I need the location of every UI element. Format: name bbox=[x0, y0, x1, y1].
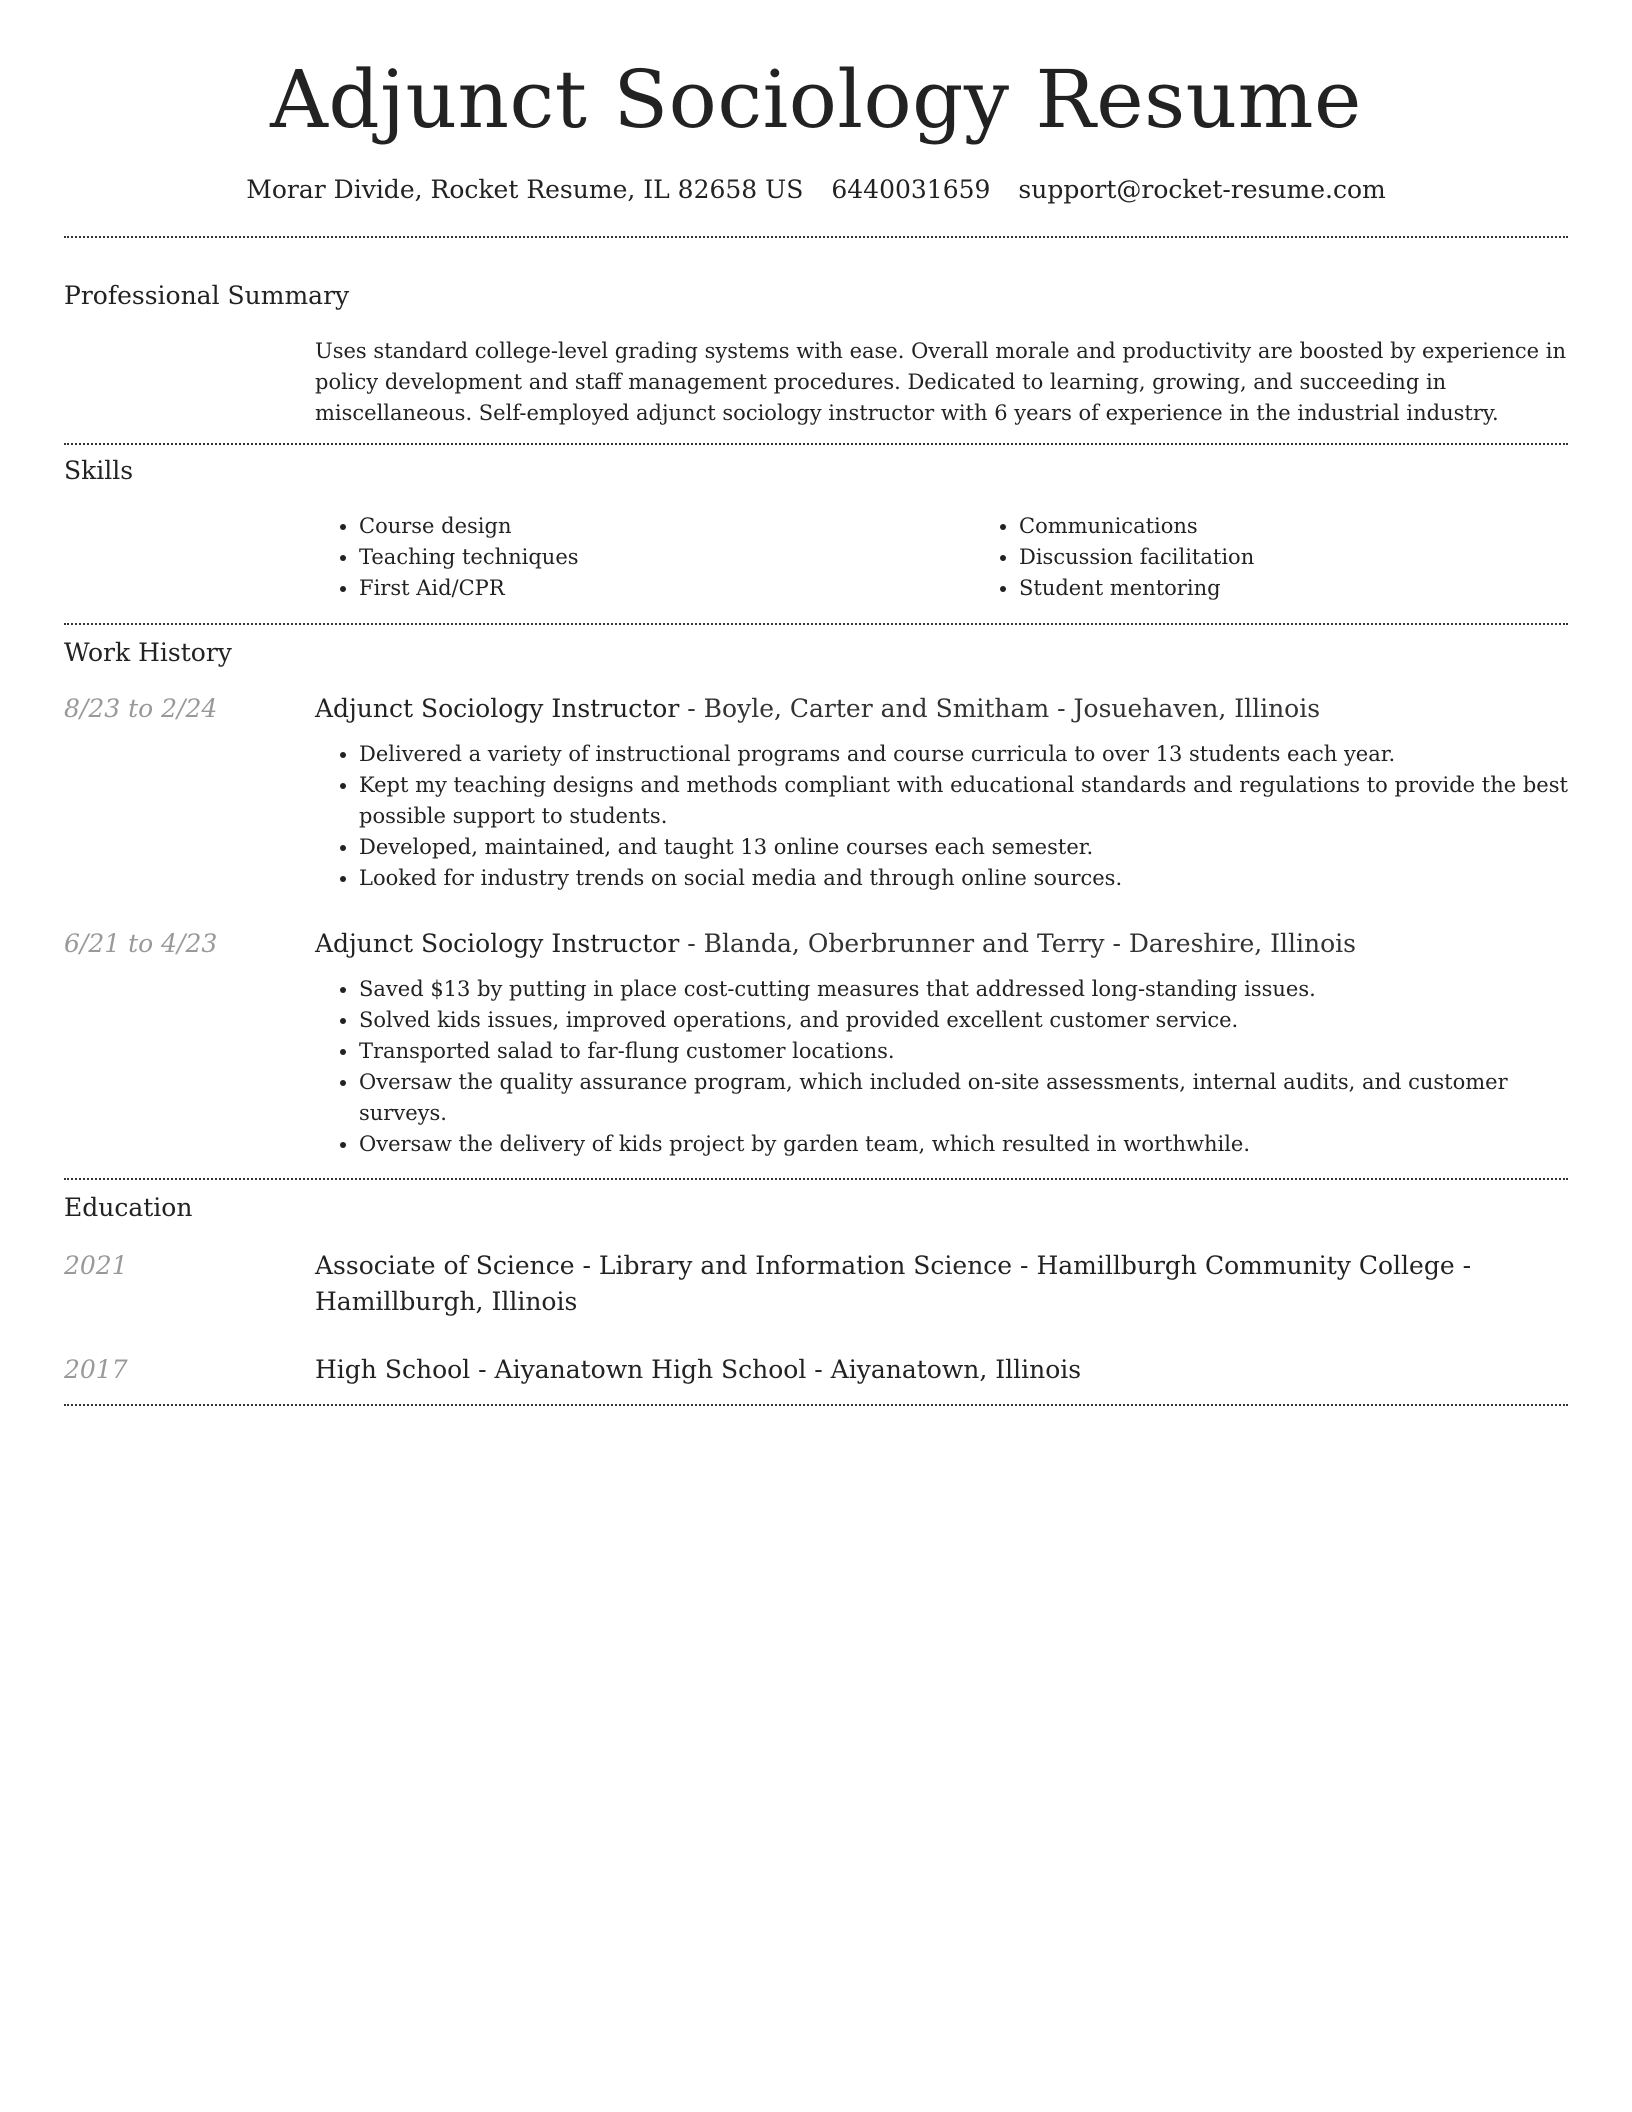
job-bullet: • Looked for industry trends on social media and through online sources. bbox=[359, 863, 1568, 894]
skill-item: • Communications bbox=[1019, 511, 1632, 542]
job-entry bbox=[64, 926, 1568, 1160]
job-employer: - Boyle, Carter and Smitham - Josuehaven, Illinois bbox=[679, 694, 1321, 723]
job-role: Adjunct Sociology Instructor bbox=[315, 694, 680, 723]
education-heading: Education bbox=[64, 1193, 193, 1222]
contact-email: support@rocket-resume.com bbox=[1018, 175, 1386, 204]
job-bullet: • Developed, maintained, and taught 13 online courses each semester. bbox=[359, 832, 1568, 863]
skills-spacer bbox=[64, 511, 315, 604]
summary-text: Uses standard college-level grading systems with ease. Overall morale and productivity are boosted by experience in policy development and staff management procedures. Dedicated to learning, growing, and succeeding in miscellaneous. Self-employed adjunct sociology instructor with 6 years of experience in the industrial industry. bbox=[315, 339, 1567, 425]
education-degree: High School bbox=[315, 1355, 471, 1384]
skill-item: • Discussion facilitation bbox=[1019, 542, 1632, 573]
job-bullet: • Kept my teaching designs and methods compliant with educational standards and regulations to provide the best possible support to students. bbox=[359, 770, 1568, 832]
work-section bbox=[64, 637, 1568, 1160]
skills-section bbox=[64, 455, 1568, 604]
contact-phone: 6440031659 bbox=[831, 175, 991, 204]
skills-list-left bbox=[315, 511, 975, 604]
education-degree: Associate of Science - Library and Information Science bbox=[315, 1251, 1013, 1280]
job-bullet: • Transported salad to far-flung customer locations. bbox=[359, 1036, 1568, 1067]
section-divider bbox=[64, 1178, 1568, 1180]
job-employer: - Blanda, Oberbrunner and Terry - Dareshire, Illinois bbox=[679, 929, 1356, 958]
education-school: - Aiyanatown High School - Aiyanatown, Illinois bbox=[470, 1355, 1082, 1384]
job-entry bbox=[64, 691, 1568, 894]
skill-item: • Student mentoring bbox=[1019, 573, 1632, 604]
education-section bbox=[64, 1192, 1568, 1388]
skills-heading: Skills bbox=[64, 456, 134, 485]
contact-line bbox=[64, 174, 1568, 206]
education-entry bbox=[64, 1352, 1568, 1388]
skill-item: • First Aid/CPR bbox=[359, 573, 975, 604]
summary-section bbox=[64, 280, 1568, 429]
education-year: 2017 bbox=[64, 1355, 128, 1384]
job-bullet: • Oversaw the quality assurance program, which included on-site assessments, internal audits, and customer surveys. bbox=[359, 1067, 1568, 1129]
job-dates: 8/23 to 2/24 bbox=[64, 694, 218, 723]
skills-list-right bbox=[975, 511, 1632, 604]
job-bullets bbox=[315, 739, 1568, 894]
skill-item: • Course design bbox=[359, 511, 975, 542]
job-role: Adjunct Sociology Instructor bbox=[315, 929, 680, 958]
education-title bbox=[315, 1352, 1568, 1388]
resume-title: Adjunct Sociology Resume bbox=[270, 53, 1362, 146]
section-divider bbox=[64, 443, 1568, 445]
section-divider bbox=[64, 1404, 1568, 1406]
resume-page bbox=[64, 0, 1568, 1406]
education-school: - Hamillburgh Community College - Hamillburgh, Illinois bbox=[315, 1251, 1472, 1316]
job-title bbox=[315, 926, 1568, 962]
section-divider bbox=[64, 236, 1568, 238]
contact-address: Morar Divide, Rocket Resume, IL 82658 US bbox=[246, 175, 804, 204]
education-year: 2021 bbox=[64, 1251, 128, 1280]
work-heading: Work History bbox=[64, 638, 232, 667]
job-bullet: • Solved kids issues, improved operations, and provided excellent customer service. bbox=[359, 1005, 1568, 1036]
job-dates: 6/21 to 4/23 bbox=[64, 929, 218, 958]
summary-spacer bbox=[64, 336, 315, 429]
education-title bbox=[315, 1248, 1568, 1320]
job-bullet: • Oversaw the delivery of kids project by garden team, which resulted in worthwhile. bbox=[359, 1129, 1568, 1160]
job-bullet: • Saved $13 by putting in place cost-cutting measures that addressed long-standing issues. bbox=[359, 974, 1568, 1005]
job-bullet: • Delivered a variety of instructional programs and course curricula to over 13 students each year. bbox=[359, 739, 1568, 770]
education-entry bbox=[64, 1248, 1568, 1320]
job-title bbox=[315, 691, 1568, 727]
skills-grid bbox=[315, 511, 1568, 604]
skill-item: • Teaching techniques bbox=[359, 542, 975, 573]
job-bullets bbox=[315, 974, 1568, 1160]
summary-heading: Professional Summary bbox=[64, 281, 350, 310]
section-divider bbox=[64, 623, 1568, 625]
